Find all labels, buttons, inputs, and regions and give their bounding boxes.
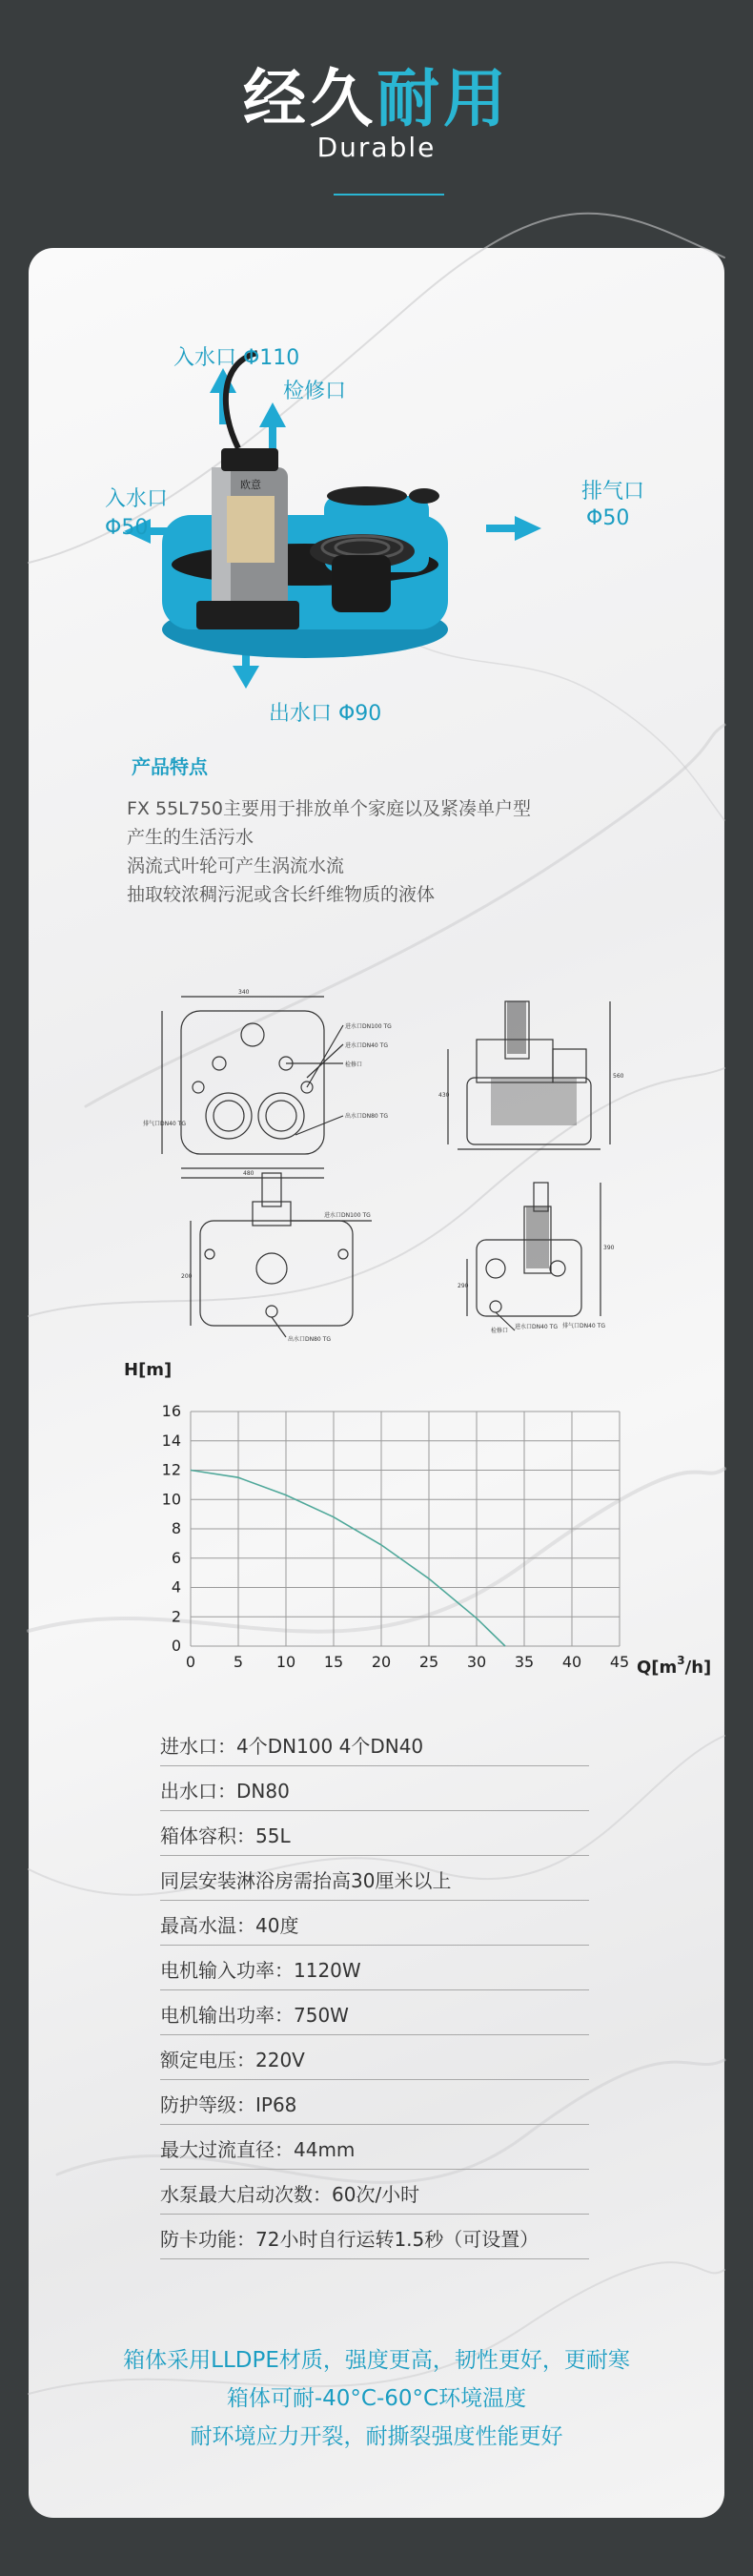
y-tick-label: 12 xyxy=(161,1460,181,1479)
y-tick-label: 8 xyxy=(171,1519,181,1537)
spec-text: 进水口：4个DN100 4个DN40 xyxy=(160,1735,424,1758)
spec-row xyxy=(160,2215,589,2259)
port-label-inspection: 检修口 xyxy=(283,380,347,403)
drawing-dim: 430 xyxy=(438,1092,450,1099)
chart-y-label: H[m] xyxy=(124,1360,173,1380)
spec-text: 电机输出功率：750W xyxy=(160,2004,349,2027)
pump-label xyxy=(227,496,275,563)
drawing-dim: 200 xyxy=(181,1273,193,1280)
port-label-vent-1: 排气口 xyxy=(581,480,645,504)
y-tick-label: 0 xyxy=(171,1637,181,1655)
drawing-label: 排气口DN40 TG xyxy=(143,1121,186,1127)
spec-row xyxy=(160,1901,589,1946)
spec-row xyxy=(160,2170,589,2215)
title-accent: 耐用 xyxy=(376,62,510,135)
spec-row xyxy=(160,1721,589,1766)
drawing-dim: 390 xyxy=(603,1245,615,1251)
spec-text: 最大过流直径：44mm xyxy=(160,2138,356,2161)
page-subtitle: Durable xyxy=(316,132,437,163)
x-tick-label: 40 xyxy=(561,1653,582,1671)
footer-line: 箱体可耐-40°C-60°C环境温度 xyxy=(226,2386,527,2411)
feature-line: FX 55L750主要用于排放单个家庭以及紧凑单户型 xyxy=(127,798,532,819)
spec-row xyxy=(160,1946,589,1990)
spec-row xyxy=(160,1990,589,2035)
feature-line: 产生的生活污水 xyxy=(127,827,254,848)
drawing-dim: 560 xyxy=(613,1073,624,1080)
content-card xyxy=(29,248,724,2518)
y-tick-label: 4 xyxy=(171,1577,181,1597)
spec-row xyxy=(160,1856,589,1901)
vent-port xyxy=(409,488,439,504)
y-tick-label: 14 xyxy=(161,1431,181,1450)
product-illustration xyxy=(105,315,658,726)
technical-drawing-side xyxy=(438,973,629,1183)
spec-row xyxy=(160,1766,589,1811)
x-tick-label: 15 xyxy=(323,1653,344,1671)
technical-drawing-front xyxy=(181,1164,410,1345)
x-tick-label: 35 xyxy=(514,1653,535,1671)
spec-row xyxy=(160,2125,589,2170)
spec-text: 水泵最大启动次数：60次/小时 xyxy=(160,2183,420,2206)
drawing-label: 进水口DN40 TG xyxy=(515,1324,558,1330)
spec-row xyxy=(160,1811,589,1856)
port-label-vent-2: Φ50 xyxy=(586,506,630,530)
footer-line: 耐环境应力开裂，耐撕裂强度性能更好 xyxy=(190,2424,563,2449)
x-tick-label: 45 xyxy=(609,1653,630,1671)
y-tick-label: 2 xyxy=(171,1607,181,1626)
y-tick-label: 10 xyxy=(161,1490,181,1509)
spec-text: 防护等级：IP68 xyxy=(160,2093,297,2116)
vent-cap xyxy=(327,486,407,505)
port-label-inlet-top: 入水口 Φ110 xyxy=(173,346,300,370)
port-label-inlet-left-1: 入水口 xyxy=(105,487,169,511)
title-underline xyxy=(334,194,444,196)
drawing-label: 出水口DN80 TG xyxy=(288,1336,331,1343)
chart-x-label xyxy=(637,1654,711,1678)
port-label-outlet: 出水口 Φ90 xyxy=(269,702,382,726)
spec-text: 防卡功能：72小时自行运转1.5秒（可设置） xyxy=(160,2228,539,2251)
drawing-dim: 340 xyxy=(238,989,250,996)
port-label-inlet-left-2: Φ50 xyxy=(105,516,149,540)
feature-line: 抽取较浓稠污泥或含长纤维物质的液体 xyxy=(127,884,436,905)
page-title xyxy=(0,48,753,138)
y-tick-label: 16 xyxy=(161,1402,181,1420)
x-tick-label: 25 xyxy=(418,1653,439,1671)
drawing-dim: 480 xyxy=(243,1170,254,1177)
technical-drawing-top xyxy=(143,982,429,1192)
spec-row xyxy=(160,2080,589,2125)
drawing-label: 进水口DN40 TG xyxy=(345,1042,388,1049)
drawing-label: 检修口 xyxy=(491,1328,509,1334)
spec-text: 出水口：DN80 xyxy=(160,1780,290,1803)
drawing-dim: 290 xyxy=(458,1283,469,1289)
title-main: 经久 xyxy=(243,62,376,135)
drawing-label: 出水口DN80 TG xyxy=(345,1113,388,1120)
footer-line: 箱体采用LLDPE材质，强度更高，韧性更好，更耐寒 xyxy=(123,2348,630,2373)
spec-row xyxy=(160,2035,589,2080)
spec-text: 同层安装淋浴房需抬高30厘米以上 xyxy=(160,1869,452,1892)
pump-brand: 欧意 xyxy=(240,479,261,491)
drawing-label: 进水口DN100 TG xyxy=(345,1023,392,1030)
chart-x-label-base: Q[m xyxy=(637,1658,678,1678)
chart-x-label-sup: 3 xyxy=(677,1654,685,1667)
chart-x-label-end: /h] xyxy=(684,1658,712,1678)
drawing-label: 排气口DN40 TG xyxy=(562,1323,605,1329)
feature-line: 涡流式叶轮可产生涡流水流 xyxy=(127,855,345,876)
chart-ticks xyxy=(162,1402,630,1671)
spec-text: 箱体容积：55L xyxy=(160,1824,291,1847)
x-tick-label: 20 xyxy=(371,1653,392,1671)
spec-text: 最高水温：40度 xyxy=(160,1914,299,1937)
x-tick-label: 5 xyxy=(233,1653,244,1671)
arrow-right-icon xyxy=(486,516,541,541)
technical-drawing-rear xyxy=(458,1164,648,1345)
page-header xyxy=(0,0,753,248)
y-tick-label: 6 xyxy=(171,1548,181,1567)
features-title: 产品特点 xyxy=(132,755,208,778)
chart-grid xyxy=(191,1412,620,1646)
performance-chart xyxy=(124,1354,734,1698)
x-tick-label: 0 xyxy=(185,1653,196,1671)
spec-text: 额定电压：220V xyxy=(160,2049,305,2071)
drawing-label: 进水口DN100 TG xyxy=(324,1212,371,1219)
drawing-label: 检修口 xyxy=(345,1061,363,1068)
x-tick-label: 30 xyxy=(466,1653,487,1671)
x-tick-label: 10 xyxy=(275,1653,296,1671)
spec-text: 电机输入功率：1120W xyxy=(160,1959,361,1982)
